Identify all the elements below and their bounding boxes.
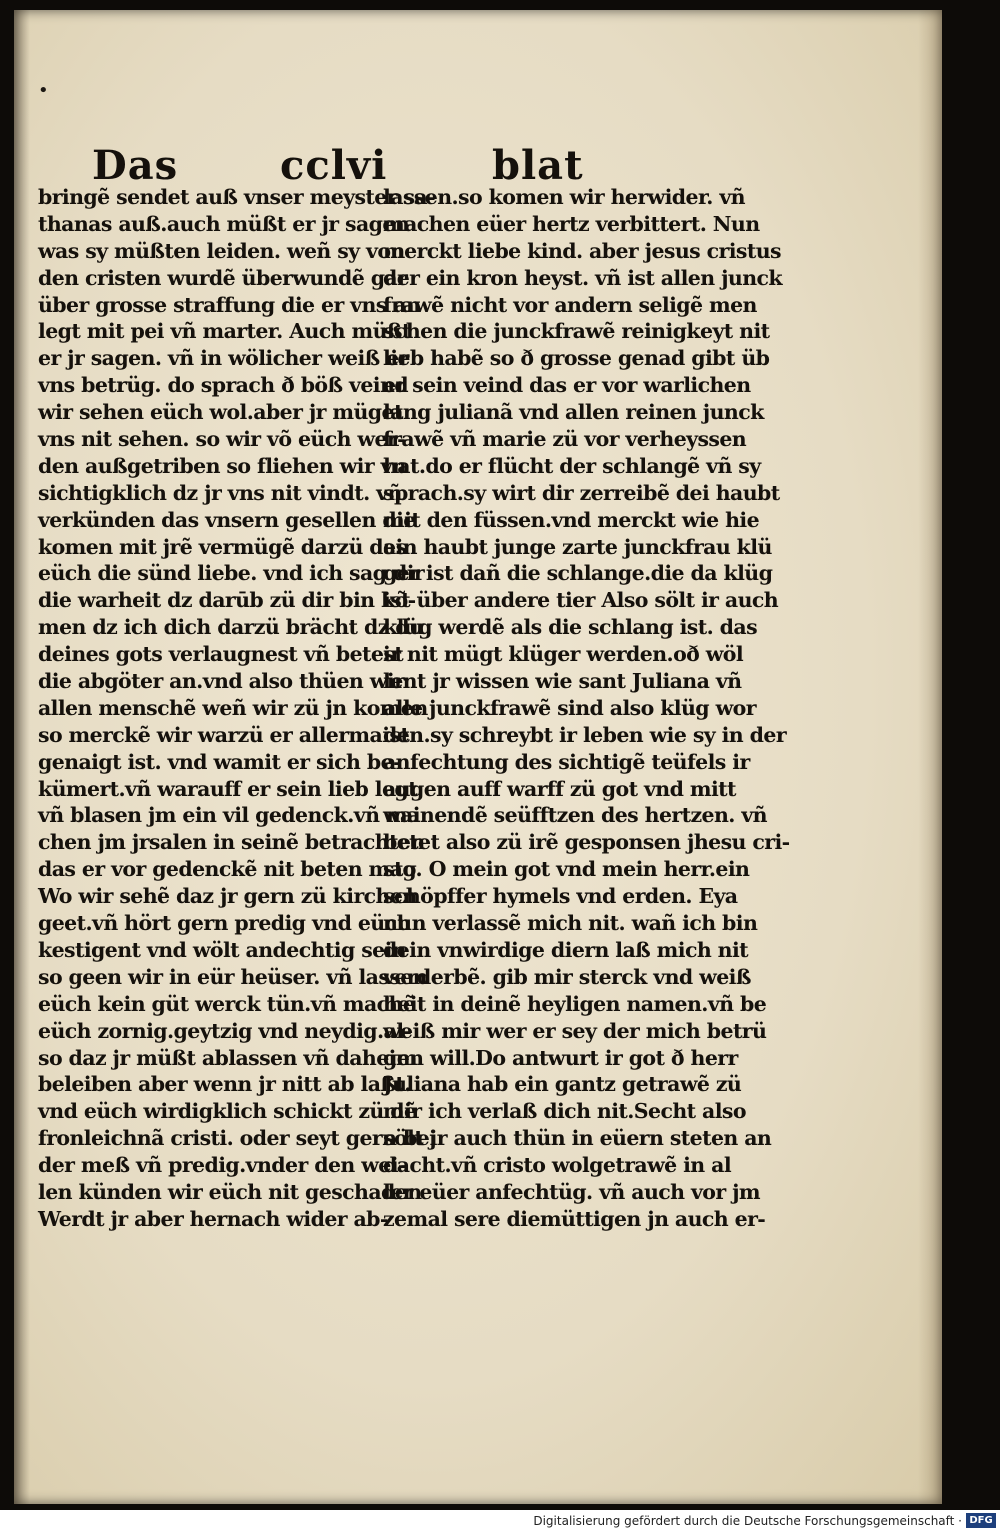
text-line: vñ blasen jm ein vil gedenck.vñ ma [38,803,420,828]
text-line: ist über andere tier Also sölt ir auch [383,588,779,613]
text-line: machen eüer hertz verbittert. Nun [383,211,760,236]
text-line: augen auff warff zü got vnd mitt [383,776,736,801]
text-line: gen will.Do antwurt ir got ð herr [383,1045,738,1070]
text-line: den.sy schreybt ir leben wie sy in der [383,722,787,747]
text-line: kestigent vnd wölt andechtig sein [38,937,407,962]
text-line: nun verlassẽ mich nit. wañ ich bin [383,911,758,936]
text-line: len künden wir eüch nit geschaden [38,1179,422,1204]
text-line: betet also zü irẽ gesponsen jhesu cri- [383,830,790,855]
text-line: fronleichnã cristi. oder seyt gern bej [38,1126,436,1151]
text-line: eüch zornig.geytzig vnd neydig.al- [38,1018,412,1043]
text-line: genaigt ist. vnd wamit er sich be- [38,749,401,774]
text-line: über grosse straffung die er vns an [38,292,421,317]
text-line: chen jm jrsalen in seinẽ betrachten [38,830,425,855]
text-line: anfechtung des sichtigẽ teüfels ir [383,749,750,774]
text-line: den außgetriben so fliehen wir vn [38,453,407,478]
text-column-right [383,184,790,1233]
text-line: lang julianã vnd allen reinen junck [383,400,764,425]
text-column-left [38,184,436,1233]
text-line: lieb habẽ so ð grosse genad gibt üb [383,346,770,371]
text-line: mit den füssen.vnd merckt wie hie [383,507,760,532]
text-line: weiß mir wer er sey der mich betrü [383,1018,767,1043]
book-page [14,10,942,1504]
text-line: wir sehen eüch wol.aber jr müget [38,400,403,425]
page-mark: • [38,80,49,101]
text-line: thanas auß.auch müßt er jr sagen [38,211,410,236]
folio-number: cclvi [280,142,388,189]
text-line: allen menschẽ weñ wir zü jn komen [38,695,428,720]
text-line: kümert.vñ warauff er sein lieb legt [38,776,418,801]
text-line: verderbẽ. gib mir sterck vnd weiß [383,964,751,989]
text-line: heit in deinẽ heyligen namen.vñ be [383,991,767,1016]
text-line: sto. O mein got vnd mein herr.ein [383,857,750,882]
text-line: klüg werdẽ als die schlang ist. das [383,615,758,640]
text-line: den cristen wurdẽ überwundẽ gar [38,265,408,290]
text-line: sichtigklich dz jr vns nit vindt. vñ [38,480,402,505]
text-line: vns betrüg. do sprach ð böß veind [38,373,408,398]
text-line: ein haubt junge zarte junckfrau klü [383,534,772,559]
text-line: so daz jr müßt ablassen vñ daheim [38,1045,417,1070]
text-line: bringẽ sendet auß vnser meyster sa- [38,185,436,209]
text-line: wainendẽ seüfftzen des hertzen. vñ [383,803,767,828]
text-line: komen mit jrẽ vermügẽ darzü das [38,534,407,559]
text-line: Wo wir sehẽ daz jr gern zü kirchen [38,884,417,909]
text-line: schöpffer hymels vnd erden. Eya [383,884,738,909]
text-line: frawẽ vñ marie zü vor verheyssen [383,427,747,452]
text-line: zemal sere diemüttigen jn auch er- [383,1206,766,1231]
text-line: dacht.vñ cristo wolgetrawẽ in al [383,1153,732,1178]
text-line: er sein veind das er vor warlichen [383,373,751,398]
text-line: lassen.so komen wir herwider. vñ [383,185,745,209]
text-line: schen die junckfrawẽ reinigkeyt nit [383,319,770,344]
text-line: vnd eüch wirdigklich schickt zü dẽ [38,1099,417,1124]
text-line: eüch kein güt werck tün.vñ machẽ [38,991,416,1016]
text-line: was sy müßten leiden. weñ sy von [38,238,405,263]
text-line: sprach.sy wirt dir zerreibẽ dei haubt [383,480,780,505]
text-line: der meß vñ predig.vnder den wei- [38,1153,406,1178]
text-line: beleiben aber wenn jr nitt ab laßt. [38,1072,411,1097]
text-line: so geen wir in eür heüser. vñ lassen [38,964,427,989]
text-line: dein vnwirdige diern laß mich nit [383,937,749,962]
footer-bar [0,1510,1000,1533]
text-line: hat.do er flücht der schlangẽ vñ sy [383,453,761,478]
text-line: mir ich verlaß dich nit.Secht also [383,1099,746,1124]
running-head-left: Das [92,142,179,189]
text-line: Juliana hab ein gantz getrawẽ zü [383,1072,742,1097]
funding-credit: Digitalisierung gefördert durch die Deutsche Forschungsgemeinschaft · [533,1514,962,1528]
text-line: lent jr wissen wie sant Juliana vñ [383,669,742,694]
text-line: alle junckfrawẽ sind also klüg wor [383,695,756,720]
text-line: so merckẽ wir warzü er allermaist [38,722,410,747]
dfg-logo: DFG [966,1513,996,1528]
text-line: geet.vñ hört gern predig vnd eüch [38,911,411,936]
text-line: deines gots verlaugnest vñ betest [38,642,404,667]
running-head-right: blat [492,142,584,189]
text-line: ler eüer anfechtüg. vñ auch vor jm [383,1179,761,1204]
text-line: legt mit pei vñ marter. Auch müßt [38,319,411,344]
text-line: die abgöter an.vnd also thüen wir [38,669,405,694]
text-line: ger ist dañ die schlange.die da klüg [383,561,773,586]
text-line: frawẽ nicht vor andern seligẽ men [383,292,757,317]
text-line: merckt liebe kind. aber jesus cristus [383,238,781,263]
text-line: men dz ich dich darzü brächt dz du [38,615,424,640]
text-line: ir nit mügt klüger werden.oð wöl [383,642,744,667]
text-line: vns nit sehen. so wir võ eüch wer- [38,427,406,452]
text-line: sölt ir auch thün in eüern steten an [383,1126,772,1151]
text-line: die warheit dz darūb zü dir bin kõ- [38,588,416,613]
text-line: der ein kron heyst. vñ ist allen junck [383,265,782,290]
text-line: er jr sagen. vñ in wölicher weiß er [38,346,409,371]
text-line: eüch die sünd liebe. vnd ich sag dir [38,561,425,586]
text-line: verkünden das vnsern gesellen die [38,507,416,532]
text-line: Werdt jr aber hernach wider ab- [38,1206,388,1231]
text-line: das er vor gedenckẽ nit beten mag [38,857,417,882]
